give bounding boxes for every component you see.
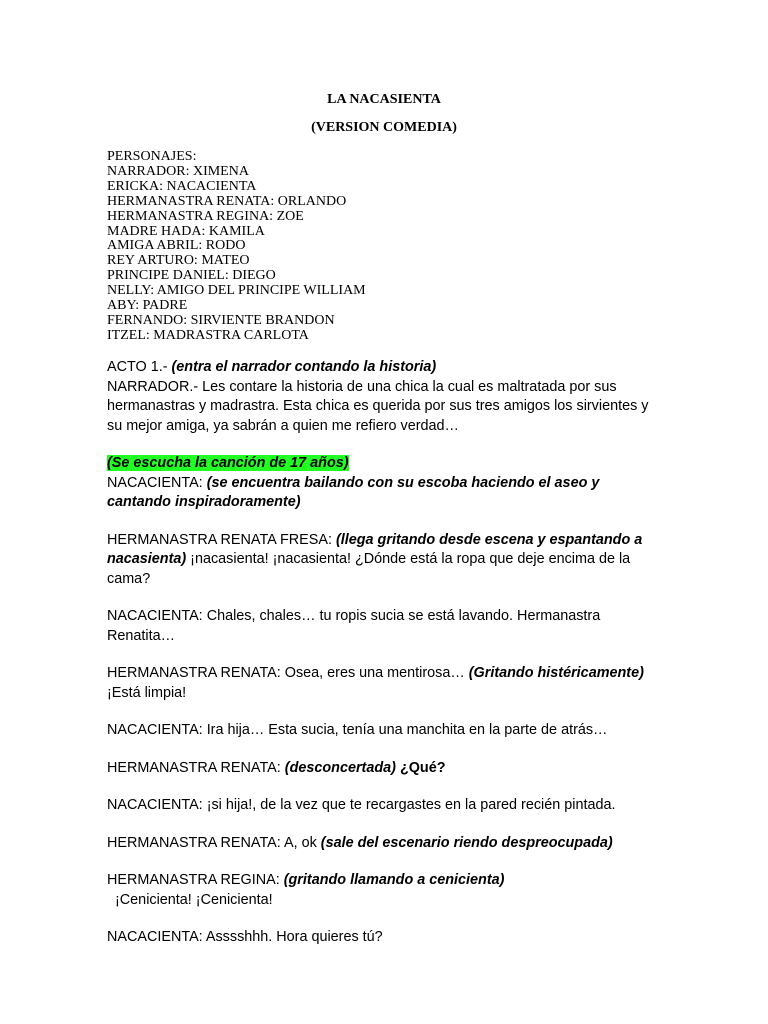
dialogue-text: ¡Cenicienta! ¡Cenicienta! — [107, 891, 273, 908]
speaker-name: NACACIENTA: — [107, 474, 207, 491]
dialogue-text: ¡nacasienta! ¡nacasienta! ¿Dónde está la ropa que deje encima de la cama? — [107, 551, 631, 587]
cast-header: PERSONAJES: — [107, 149, 197, 164]
dialogue-narrador — [107, 378, 667, 437]
stage-direction: (entra el narrador contando la historia) — [171, 359, 437, 375]
speaker-name: HERMANASTRA RENATA FRESA: — [107, 531, 336, 548]
stage-direction: (sale del escenario riendo despreocupada) — [320, 834, 613, 851]
dialogue-text: Chales, chales… tu ropis sucia se está lavando. Hermanastra Renatita… — [107, 608, 601, 644]
dialogue-text: - Les contare la historia de una chica la cual es maltratada por sus hermanastras y madrastra. Esta chica es querida por sus tres amigos los sirvientes y su mejor amiga, ya sabrán a quien me refiero verdad… — [107, 378, 649, 434]
stage-direction: (gritando llamando a cenicienta) — [283, 872, 505, 888]
cast-item: ITZEL: MADRASTRA CARLOTA — [107, 327, 309, 343]
dialogue-line — [107, 928, 667, 948]
speaker-name: NARRADOR. — [107, 378, 194, 395]
cast-item: AMIGA ABRIL: RODO — [107, 238, 246, 254]
act-heading — [107, 358, 667, 378]
speaker-name: HERMANASTRA RENATA: — [107, 665, 285, 681]
speaker-name: HERMANASTRA RENATA: — [107, 834, 284, 851]
dialogue-line — [107, 531, 667, 590]
cast-list — [107, 150, 366, 344]
dialogue-line — [107, 796, 667, 816]
dialogue-line — [107, 607, 667, 646]
stage-direction: (llega gritando desde escena y espantando a nacasienta) — [107, 531, 643, 567]
dialogue-text: ¿Qué? — [395, 759, 446, 776]
script-body — [107, 358, 667, 966]
cast-item: REY ARTURO: MATEO — [107, 253, 250, 269]
speaker-name: HERMANASTRA REGINA: — [107, 872, 284, 888]
stage-direction: (se encuentra bailando con su escoba haciendo el aseo y cantando inspiradoramente) — [107, 474, 600, 510]
speaker-name: HERMANASTRA RENATA: — [107, 759, 285, 776]
cast-item: PRINCIPE DANIEL: DIEGO — [107, 268, 276, 284]
cast-item: NARRADOR: XIMENA — [107, 163, 249, 179]
dialogue-text: Osea, eres una mentirosa… — [284, 665, 469, 681]
song-cue — [107, 454, 667, 474]
dialogue-text: ¡Está limpia! — [107, 684, 187, 701]
page-subtitle: (VERSION COMEDIA) — [311, 120, 457, 135]
dialogue-line — [107, 759, 667, 779]
cast-item: FERNANDO: SIRVIENTE BRANDON — [107, 312, 335, 328]
dialogue-line — [107, 474, 667, 513]
cast-item: ERICKA: NACACIENTA — [107, 178, 257, 194]
speaker-name: NACACIENTA: — [107, 797, 207, 813]
dialogue-text: Ira hija… Esta sucia, tenía una manchita en la parte de atrás… — [206, 722, 608, 738]
stage-direction: (desconcertada) — [284, 759, 396, 776]
dialogue-line — [107, 664, 667, 703]
dialogue-line — [107, 871, 667, 910]
cast-item: NELLY: AMIGO DEL PRINCIPE WILLIAM — [107, 283, 366, 299]
act-label: ACTO 1.- — [107, 359, 172, 375]
dialogue-line — [107, 721, 667, 741]
dialogue-line — [107, 834, 667, 854]
song-direction: (Se escucha la canción de 17 años) — [107, 455, 349, 471]
cast-item: HERMANASTRA REGINA: ZOE — [107, 208, 304, 224]
stage-direction: (Gritando histéricamente) — [468, 665, 644, 681]
page-title: LA NACASIENTA — [327, 92, 441, 107]
speaker-name: NACACIENTA: — [107, 929, 206, 945]
dialogue-text: ¡si hija!, de la vez que te recargastes en la pared recién pintada. — [206, 797, 616, 813]
speaker-name: NACACIENTA: — [107, 722, 207, 738]
dialogue-text: A, ok — [283, 834, 321, 851]
speaker-name: NACACIENTA: — [107, 608, 207, 624]
cast-item: ABY: PADRE — [107, 298, 188, 314]
cast-item: HERMANASTRA RENATA: ORLANDO — [107, 193, 347, 209]
cast-item: MADRE HADA: KAMILA — [107, 223, 265, 239]
dialogue-text: Asssshhh. Hora quieres tú? — [205, 929, 383, 945]
